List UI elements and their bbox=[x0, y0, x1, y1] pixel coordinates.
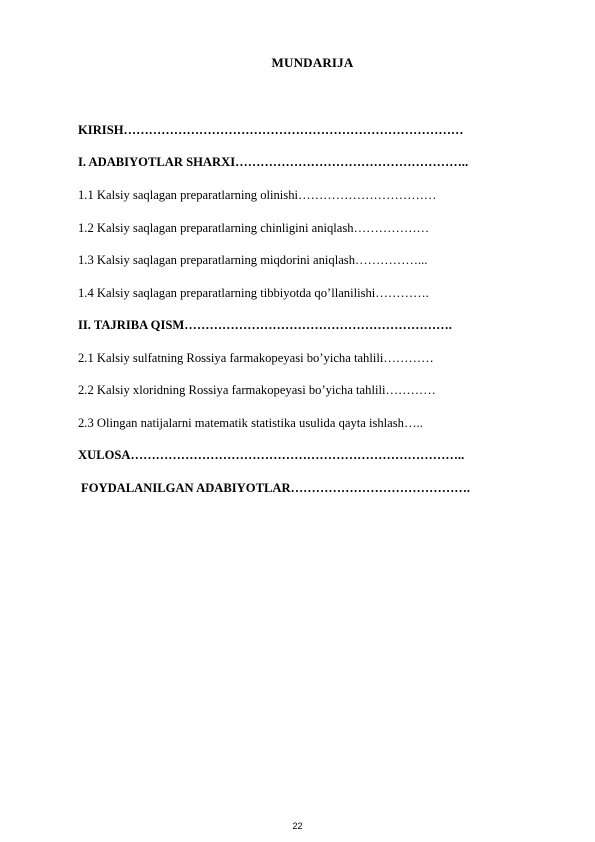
toc-entry-adabiyotlar-sharxi: I. ADABIYOTLAR SHARXI……………………………………………….. bbox=[78, 155, 469, 169]
toc-entry-1-1: 1.1 Kalsiy saqlagan preparatlarning olinishi…………………………… bbox=[78, 188, 437, 202]
toc-entry-2-1: 2.1 Kalsiy sulfatning Rossiya farmakopeyasi bo’yicha tahlili………… bbox=[78, 351, 434, 365]
toc-entry-1-3: 1.3 Kalsiy saqlagan preparatlarning miqdorini aniqlash……………... bbox=[78, 253, 428, 267]
toc-entry-1-2: 1.2 Kalsiy saqlagan preparatlarning chinligini aniqlash……………… bbox=[78, 221, 430, 235]
toc-entry-foydalanilgan-adabiyotlar: FOYDALANILGAN ADABIYOTLAR……………………………………. bbox=[81, 481, 471, 495]
toc-entry-2-2: 2.2 Kalsiy xloridning Rossiya farmakopeyasi bo’yicha tahlili………… bbox=[78, 383, 436, 397]
toc-entry-2-3: 2.3 Olingan natijalarni matematik statistika usulida qayta ishlash….. bbox=[78, 416, 423, 430]
toc-entry-tajriba-qism: II. TAJRIBA QISM………………………………………………………. bbox=[78, 318, 452, 332]
toc-entry-1-4: 1.4 Kalsiy saqlagan preparatlarning tibbiyotda qo’llanilishi…………. bbox=[78, 286, 429, 300]
page-title: MUNDARIJA bbox=[271, 55, 354, 70]
toc-entry-xulosa: XULOSA…………………………………………………………………….. bbox=[78, 448, 465, 462]
page-number: 22 bbox=[292, 821, 303, 831]
toc-entry-kirish: KIRISH……………………………………………………………………… bbox=[78, 123, 464, 137]
